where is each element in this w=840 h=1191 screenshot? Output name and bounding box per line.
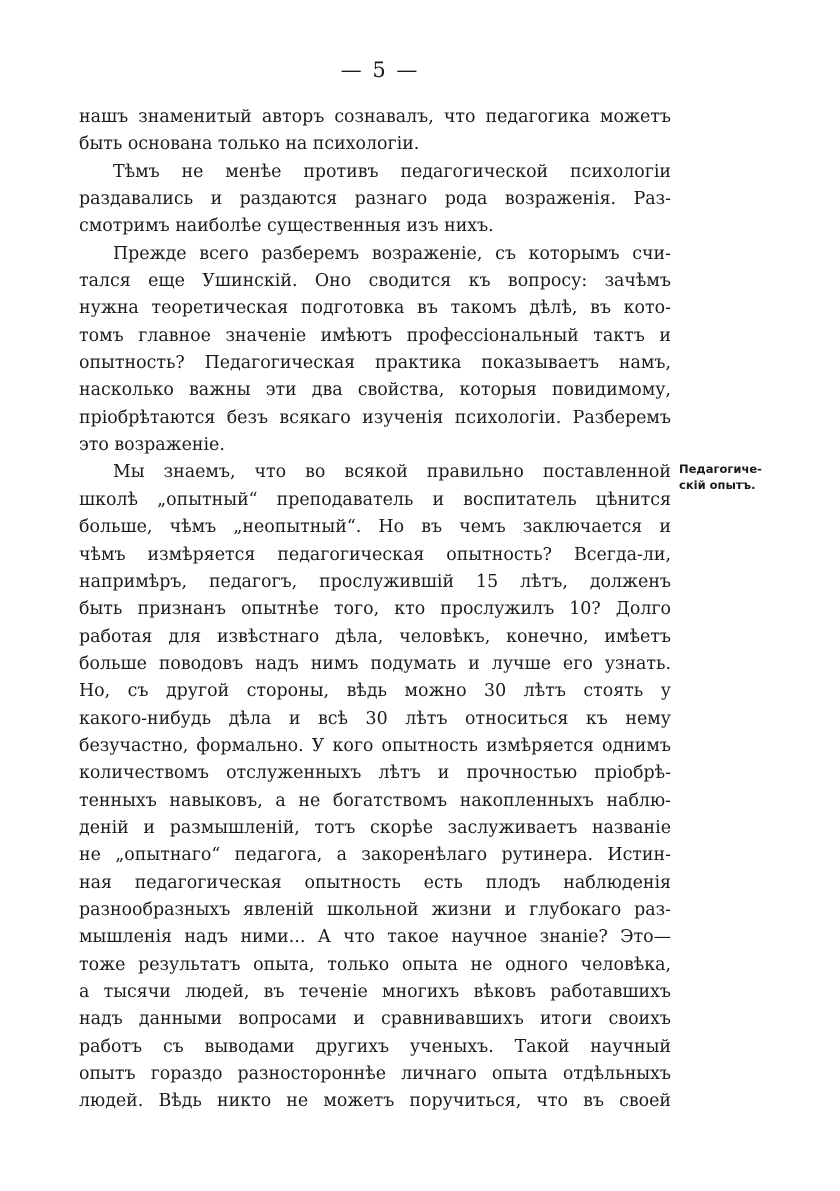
text-line: нужна теоретическая подготовка въ такомъ дѣлѣ, въ кото- [79, 298, 671, 319]
text-line: а тысячи людей, въ теченіе многихъ вѣковъ работавшихъ [79, 982, 671, 1002]
text-line: томъ главное значеніе имѣютъ профессіональный тактъ и [79, 325, 671, 346]
margin-note [679, 461, 779, 493]
text-line: больше поводовъ надъ нимъ подумать и лучше его узнать. [79, 653, 671, 674]
text-line: разнообразныхъ явленій школьной жизни и глубокаго раз- [79, 899, 671, 920]
text-line: тоже результатъ опыта, только опыта не одного человѣка, [79, 954, 671, 975]
margin-note-line: скій опытъ. [679, 478, 756, 492]
text-line: школѣ „опытный“ преподаватель и воспитатель цѣнится [79, 489, 671, 510]
text-line: быть признанъ опытнѣе того, кто прослужилъ 10? Долго [79, 599, 671, 620]
text-line: людей. Вѣдь никто не можетъ поручиться, что въ своей [79, 1091, 671, 1112]
text-line: пріобрѣтаются безъ всякаго изученія психологіи. Разберемъ [79, 407, 671, 428]
text-line: смотримъ наиболѣе существенныя изъ нихъ. [79, 216, 494, 237]
text-line: больше, чѣмъ „неопытный“. Но въ чемъ заключается и [79, 517, 671, 538]
text-line: не „опытнаго“ педагога, а закоренѣлаго рутинера. Истин- [79, 845, 671, 866]
body-text [79, 104, 671, 1116]
text-line: раздавались и раздаются разнаго рода возраженія. Раз- [79, 189, 671, 210]
text-line: деній и размышленій, тотъ скорѣе заслуживаетъ названіе [79, 817, 671, 838]
text-line: Прежде всего разберемъ возраженіе, съ которымъ счи- [113, 243, 671, 264]
text-line: опытность? Педагогическая практика показываетъ намъ, [79, 353, 671, 374]
text-line: нашъ знаменитый авторъ сознавалъ, что педагогика можетъ [79, 107, 671, 127]
text-line: чѣмъ измѣряется педагогическая опытность? Всегда-ли, [79, 544, 671, 565]
text-line: работъ съ выводами другихъ ученыхъ. Такой научный [79, 1036, 671, 1057]
text-line: количествомъ отслуженныхъ лѣтъ и прочностью пріобрѣ- [79, 763, 671, 784]
text-line: Тѣмъ не менѣе противъ педагогической психологіи [113, 161, 671, 182]
text-line: безучастно, формально. У кого опытность измѣряется однимъ [79, 735, 671, 756]
text-line: тался еще Ушинскій. Оно сводится къ вопросу: зачѣмъ [79, 271, 671, 292]
text-line: Мы знаемъ, что во всякой правильно поставленной [113, 462, 671, 483]
text-line: насколько важны эти два свойства, которыя повидимому, [79, 380, 671, 401]
text-line: надъ данными вопросами и сравнивавшихъ итоги своихъ [79, 1009, 671, 1030]
text-line: это возраженіе. [79, 435, 225, 456]
page-number: — 5 — [340, 58, 420, 82]
text-line: какого-нибудь дѣла и всѣ 30 лѣтъ относиться къ нему [79, 708, 671, 729]
text-line: ная педагогическая опытность есть плодъ наблюденія [79, 872, 671, 893]
margin-note-line: Педагогиче- [679, 462, 762, 476]
text-line: напримѣръ, педагогъ, прослужившій 15 лѣтъ, долженъ [79, 571, 671, 592]
text-line: работая для извѣстнаго дѣла, человѣкъ, конечно, имѣетъ [79, 626, 671, 647]
text-line: тенныхъ навыковъ, а не богатствомъ накопленныхъ наблю- [79, 790, 671, 811]
text-line: Но, съ другой стороны, вѣдь можно 30 лѣтъ стоять у [79, 681, 671, 702]
text-line: опытъ гораздо разностороннѣе личнаго опыта отдѣльныхъ [79, 1064, 671, 1085]
text-line: быть основана только на психологіи. [79, 134, 420, 155]
text-line: мышленія надъ ними... А что такое научное знаніе? Это— [79, 927, 671, 948]
